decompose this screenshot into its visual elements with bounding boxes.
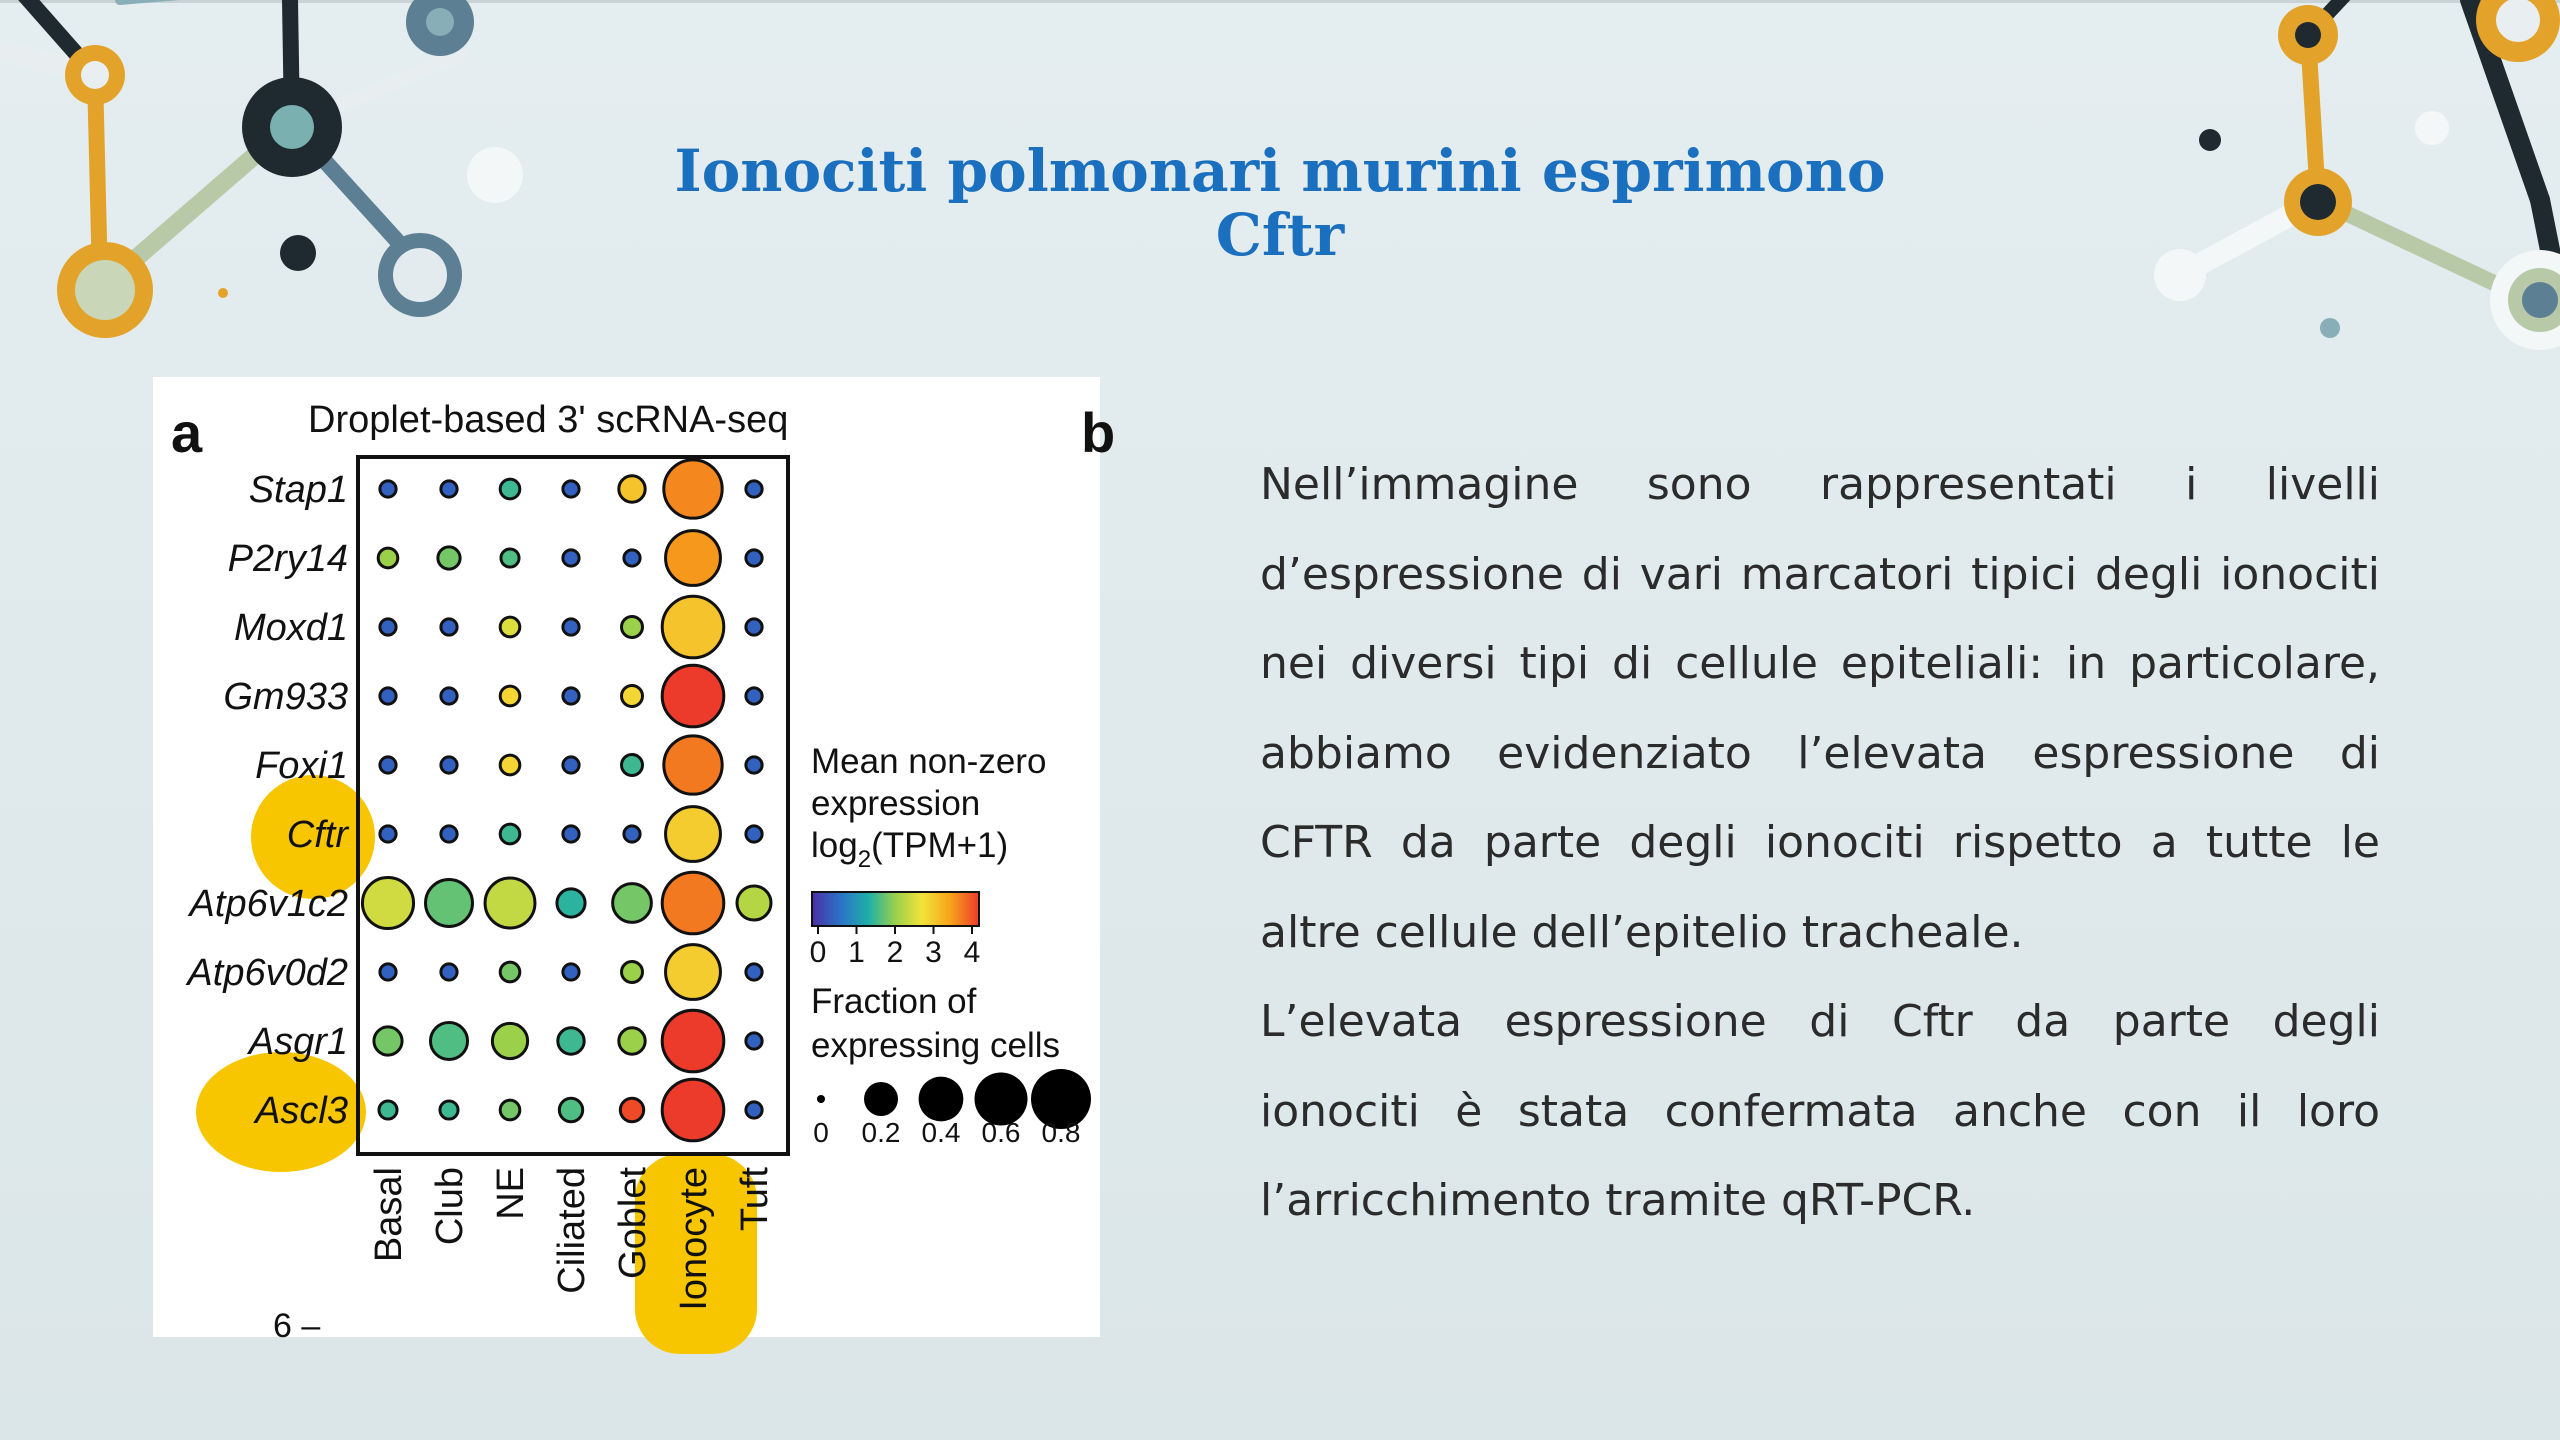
dot-ascl3-ionocyte bbox=[662, 1079, 724, 1141]
slide-title-line-2: Cftr bbox=[1215, 200, 1345, 269]
dot-ascl3-tuft bbox=[746, 1102, 762, 1118]
color-scale-ticks bbox=[810, 926, 981, 969]
size-legend-dots bbox=[813, 1069, 1091, 1148]
dot-p2ry14-ne bbox=[501, 549, 519, 567]
cell-type-label-tuft: Tuft bbox=[734, 1167, 776, 1232]
dot-stap1-ionocyte bbox=[664, 460, 722, 518]
gene-label-moxd1: Moxd1 bbox=[233, 607, 348, 649]
gene-label-atp6v0d2: Atp6v0d2 bbox=[187, 952, 348, 994]
color-tick-label: 4 bbox=[963, 936, 981, 969]
dot-atp6v0d2-tuft bbox=[746, 964, 762, 980]
cell-type-label-basal: Basal bbox=[368, 1167, 410, 1263]
dot-atp6v1c2-ne bbox=[485, 878, 535, 928]
dot-moxd1-basal bbox=[380, 619, 396, 635]
dot-p2ry14-club bbox=[438, 547, 460, 569]
paragraph-2: L’elevata espressione di Cftr da parte degli ionociti è stata confermata anche con il loro l’arricchimento tramite qRT-PCR. bbox=[1260, 996, 2380, 1226]
dot-foxi1-ne bbox=[500, 755, 520, 775]
figure-heading: Droplet-based 3' scRNA-seq bbox=[308, 399, 789, 441]
body-text bbox=[1260, 440, 2380, 1246]
dot-atp6v1c2-goblet bbox=[613, 884, 652, 923]
dot-moxd1-ne bbox=[500, 617, 520, 637]
color-legend bbox=[810, 742, 1047, 969]
size-tick-label: 0.8 bbox=[1041, 1117, 1081, 1148]
size-tick-label: 0.6 bbox=[981, 1117, 1021, 1148]
dot-stap1-basal bbox=[380, 481, 396, 497]
slide-title bbox=[600, 136, 1960, 269]
dot-stap1-club bbox=[441, 481, 457, 497]
color-tick-label: 1 bbox=[848, 936, 865, 969]
paragraph-1: Nell’immagine sono rappresentati i livelli d’espressione di vari marcatori tipici degli ionociti nei diversi tipi di cellule epiteliali: in particolare, abbiamo evidenziato l’elevata espressione di CFTR da parte degli ionociti rispetto a tutte le altre cellule dell’epitelio tracheale. bbox=[1260, 459, 2380, 958]
gene-label-stap1: Stap1 bbox=[248, 469, 348, 511]
dot-p2ry14-basal bbox=[378, 548, 398, 568]
dot-moxd1-tuft bbox=[746, 619, 762, 635]
size-legend-dot bbox=[817, 1095, 825, 1103]
gene-label-gm933: Gm933 bbox=[223, 676, 348, 718]
dot-foxi1-ciliated bbox=[563, 757, 579, 773]
dot-gm933-goblet bbox=[622, 686, 643, 707]
dot-atp6v0d2-ionocyte bbox=[666, 945, 721, 1000]
slide-title-line-1: Ionociti polmonari murini esprimono bbox=[674, 136, 1886, 205]
dot-stap1-ciliated bbox=[563, 481, 579, 497]
dot-foxi1-goblet bbox=[622, 755, 643, 776]
dot-grid bbox=[362, 460, 771, 1141]
dot-asgr1-club bbox=[430, 1022, 467, 1059]
dot-stap1-goblet bbox=[619, 476, 645, 502]
size-tick-label: 0 bbox=[813, 1117, 829, 1148]
dot-moxd1-ciliated bbox=[563, 619, 579, 635]
dot-ascl3-basal bbox=[379, 1101, 397, 1119]
dot-plot-svg bbox=[153, 377, 1116, 1345]
gene-label-asgr1: Asgr1 bbox=[248, 1021, 348, 1063]
dot-cftr-basal bbox=[380, 826, 396, 842]
dot-atp6v1c2-club bbox=[426, 880, 473, 927]
dot-atp6v1c2-tuft bbox=[737, 886, 771, 920]
dot-moxd1-club bbox=[441, 619, 457, 635]
dot-p2ry14-ciliated bbox=[563, 550, 579, 566]
dot-p2ry14-ionocyte bbox=[666, 531, 721, 586]
dot-atp6v0d2-ciliated bbox=[563, 964, 579, 980]
dot-p2ry14-tuft bbox=[746, 550, 762, 566]
dot-atp6v1c2-ionocyte bbox=[662, 872, 724, 934]
size-legend-dot bbox=[864, 1082, 898, 1116]
dot-cftr-ciliated bbox=[563, 826, 579, 842]
cell-type-label-ionocyte: Ionocyte bbox=[673, 1167, 715, 1311]
dot-moxd1-goblet bbox=[622, 617, 643, 638]
dot-foxi1-ionocyte bbox=[664, 736, 722, 794]
dot-ascl3-ne bbox=[500, 1100, 520, 1120]
gene-label-foxi1: Foxi1 bbox=[255, 745, 348, 787]
dot-gm933-basal bbox=[380, 688, 396, 704]
color-tick-label: 0 bbox=[809, 936, 827, 969]
panel-letter-a: a bbox=[171, 401, 203, 464]
dot-ascl3-club bbox=[440, 1101, 458, 1119]
panel-letter-b: b bbox=[1081, 401, 1116, 464]
cell-type-label-club: Club bbox=[429, 1167, 471, 1246]
dot-atp6v0d2-basal bbox=[380, 964, 396, 980]
dot-plot-figure bbox=[153, 377, 1116, 1345]
dot-moxd1-ionocyte bbox=[662, 596, 724, 658]
dot-asgr1-tuft bbox=[746, 1033, 762, 1049]
dot-gm933-ne bbox=[500, 686, 520, 706]
color-legend-title-3 bbox=[811, 826, 1008, 873]
dot-cftr-ne bbox=[500, 824, 520, 844]
dot-p2ry14-goblet bbox=[624, 550, 640, 566]
size-legend-title-2: expressing cells bbox=[811, 1026, 1060, 1065]
dot-ascl3-goblet bbox=[620, 1098, 643, 1121]
dot-cftr-tuft bbox=[746, 826, 762, 842]
dot-gm933-ionocyte bbox=[662, 665, 724, 727]
color-legend-title-1: Mean non-zero bbox=[811, 742, 1047, 781]
log-rest: (TPM+1) bbox=[871, 826, 1009, 865]
dot-ascl3-ciliated bbox=[559, 1098, 582, 1121]
size-legend bbox=[811, 982, 1091, 1148]
dot-asgr1-ciliated bbox=[558, 1028, 584, 1054]
cell-type-label-goblet: Goblet bbox=[612, 1167, 654, 1279]
cell-type-label-ne: NE bbox=[490, 1167, 532, 1220]
dot-gm933-club bbox=[441, 688, 457, 704]
dot-atp6v0d2-ne bbox=[500, 962, 520, 982]
dot-gm933-tuft bbox=[746, 688, 762, 704]
dot-foxi1-club bbox=[441, 757, 457, 773]
next-panel-tick: 6 – bbox=[273, 1307, 321, 1345]
color-tick-label: 3 bbox=[925, 936, 942, 969]
gene-label-p2ry14: P2ry14 bbox=[227, 538, 348, 580]
dot-foxi1-tuft bbox=[746, 757, 762, 773]
size-tick-label: 0.4 bbox=[921, 1117, 961, 1148]
dot-gm933-ciliated bbox=[563, 688, 579, 704]
dot-atp6v0d2-goblet bbox=[622, 962, 643, 983]
dot-stap1-tuft bbox=[746, 481, 762, 497]
dot-stap1-ne bbox=[500, 479, 520, 499]
dot-cftr-goblet bbox=[624, 826, 640, 842]
dot-asgr1-goblet bbox=[619, 1028, 645, 1054]
log-label: log bbox=[811, 826, 858, 865]
cell-type-label-ciliated: Ciliated bbox=[551, 1167, 593, 1294]
dot-cftr-ionocyte bbox=[666, 807, 721, 862]
gene-label-cftr: Cftr bbox=[286, 814, 348, 856]
log-subscript: 2 bbox=[857, 846, 872, 873]
gene-label-ascl3: Ascl3 bbox=[255, 1090, 348, 1132]
size-tick-label: 0.2 bbox=[861, 1117, 901, 1148]
dot-foxi1-basal bbox=[380, 757, 396, 773]
color-scale-bar bbox=[812, 892, 979, 926]
dot-atp6v1c2-ciliated bbox=[557, 889, 585, 917]
size-legend-dot bbox=[919, 1077, 964, 1122]
dot-asgr1-ne bbox=[492, 1023, 527, 1058]
dot-atp6v0d2-club bbox=[441, 964, 457, 980]
size-legend-title-1: Fraction of bbox=[811, 982, 977, 1021]
dot-atp6v1c2-basal bbox=[362, 877, 413, 928]
dot-asgr1-basal bbox=[374, 1027, 402, 1055]
gene-label-atp6v1c2: Atp6v1c2 bbox=[189, 883, 348, 925]
dot-cftr-club bbox=[441, 826, 457, 842]
dot-asgr1-ionocyte bbox=[662, 1010, 724, 1072]
color-legend-title-2: expression bbox=[811, 784, 981, 823]
cell-type-labels bbox=[368, 1167, 776, 1311]
color-tick-label: 2 bbox=[886, 936, 904, 969]
